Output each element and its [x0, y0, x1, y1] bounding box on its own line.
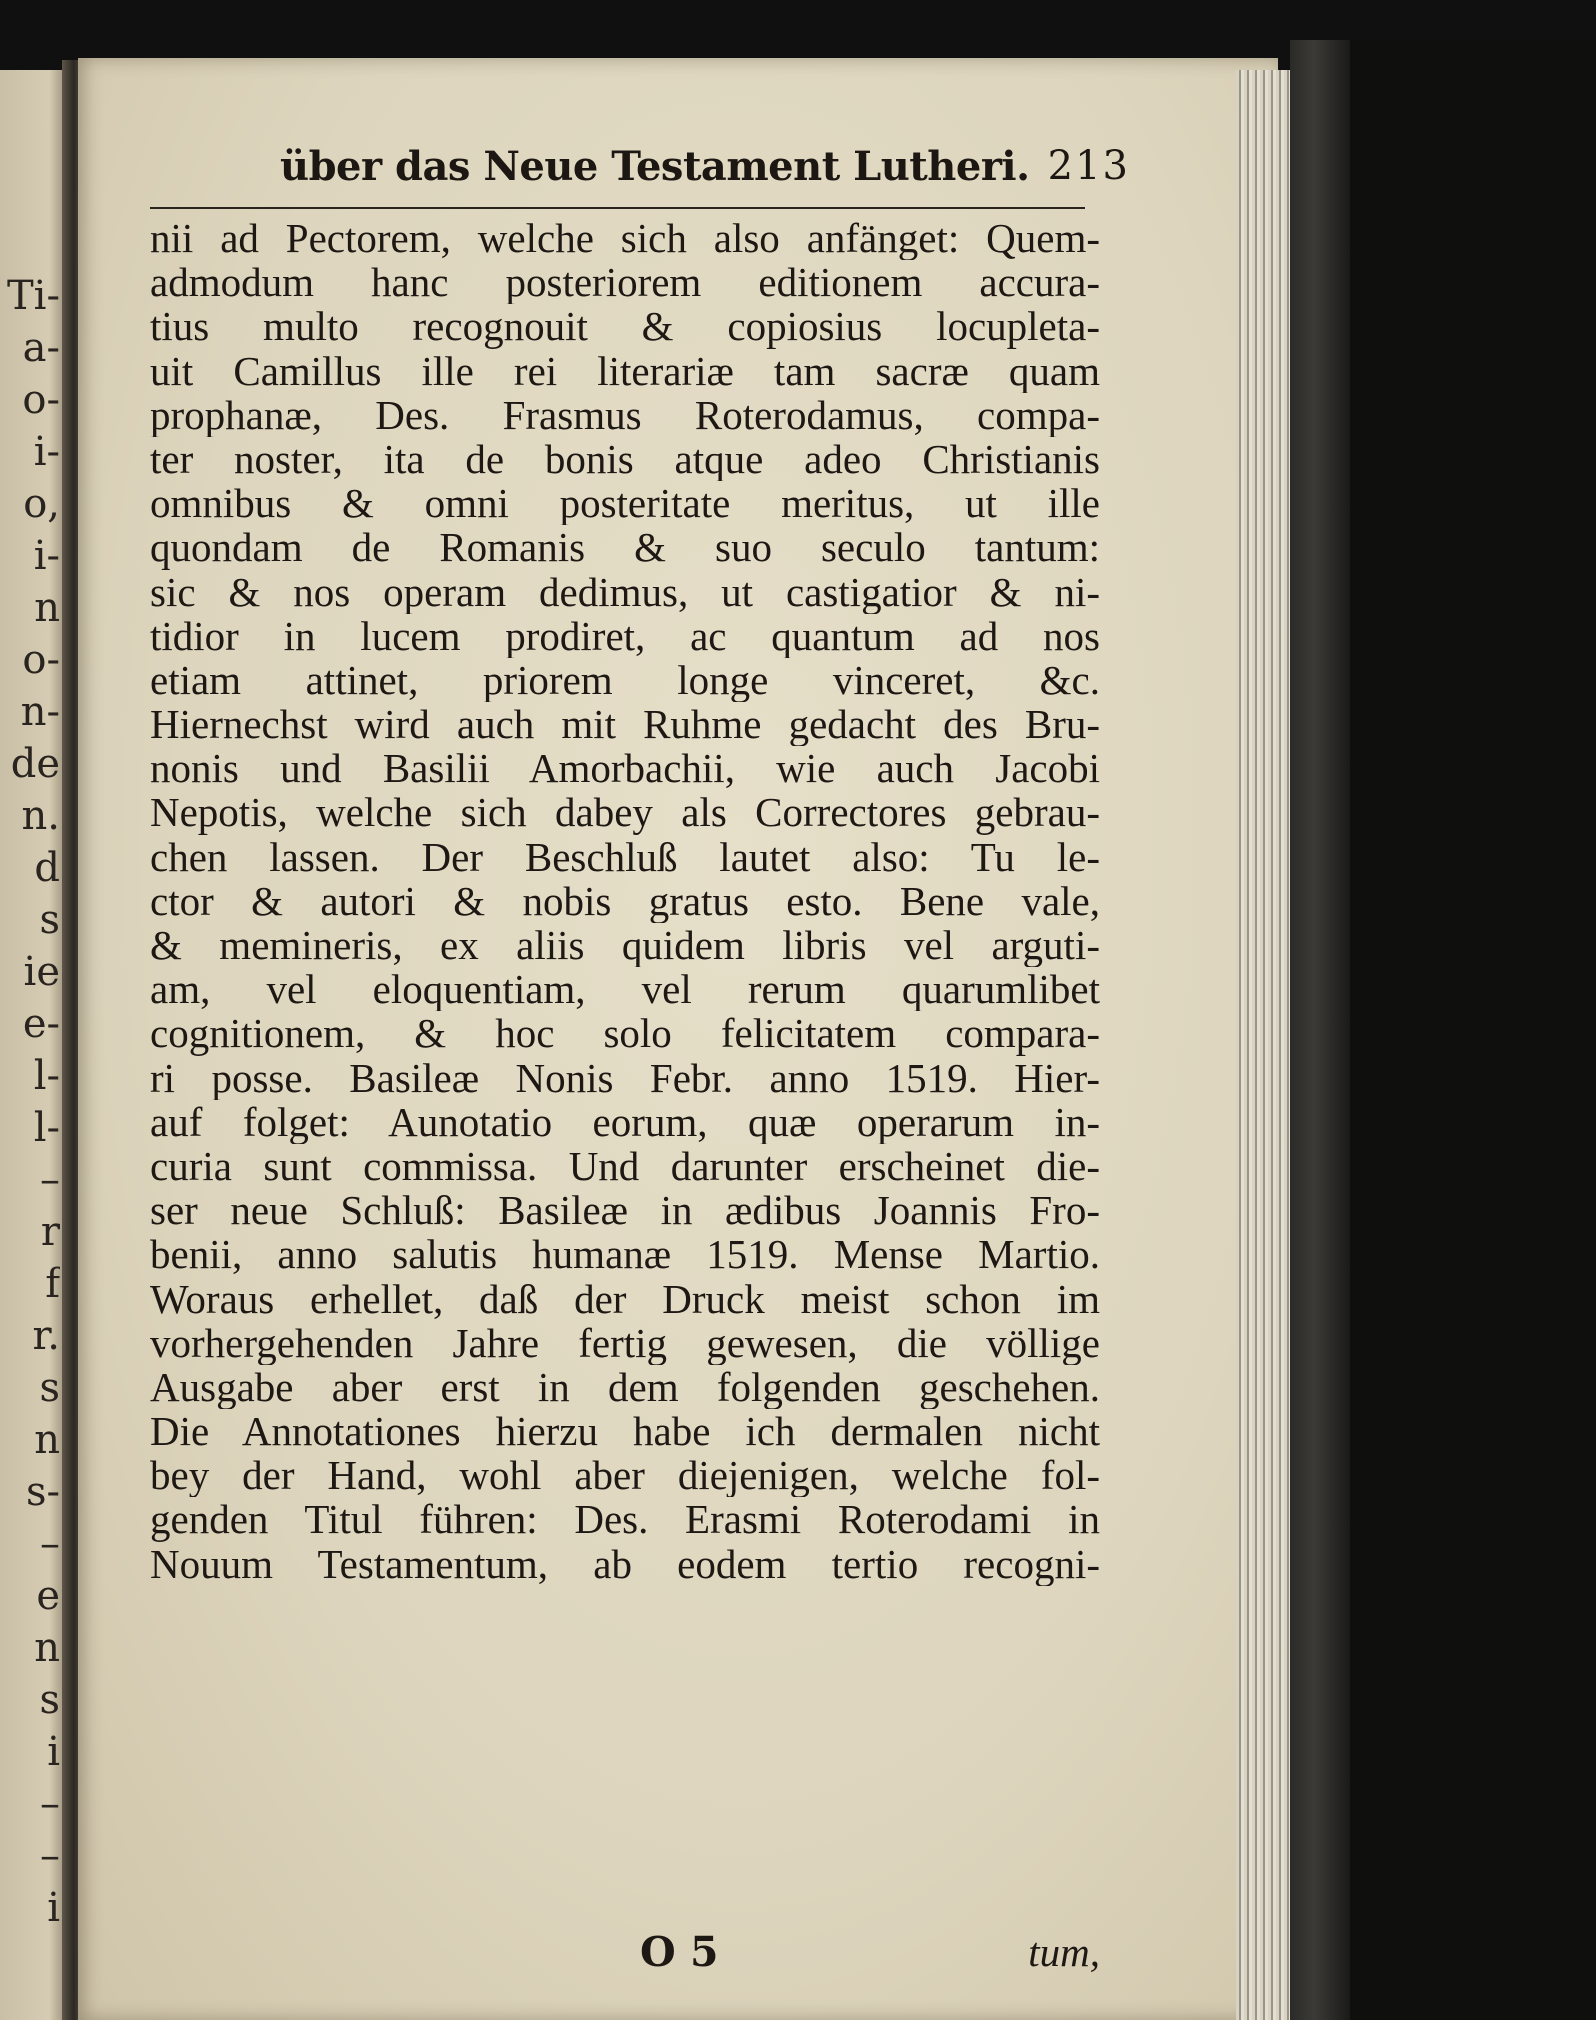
text-line: quondam de Romanis & suo seculo tantum: [150, 525, 1100, 570]
text-line: sic & nos operam dedimus, ut castigatior & ni- [150, 569, 1100, 614]
previous-page-fragment: o, [23, 481, 60, 527]
text-line: uit Camillus ille rei literariæ tam sacræ quam [150, 348, 1100, 393]
previous-page-text-fragments [0, 270, 60, 1934]
previous-page-fragment: Ti- [7, 273, 60, 319]
text-line: ctor & autori & nobis gratus esto. Bene vale, [150, 878, 1100, 923]
text-line: Woraus erhellet, daß der Druck meist schon im [150, 1276, 1100, 1321]
text-line: prophanæ, Des. Frasmus Roterodamus, compa- [150, 392, 1100, 437]
text-line: bey der Hand, wohl aber diejenigen, welche fol- [150, 1453, 1100, 1498]
text-line: tidior in lucem prodiret, ac quantum ad nos [150, 613, 1100, 658]
text-line: nonis und Basilii Amorbachii, wie auch Jacobi [150, 746, 1100, 791]
previous-page-edge [0, 70, 70, 2020]
previous-page-fragment: s [39, 897, 60, 943]
running-header [280, 143, 1130, 193]
text-line: curia sunt commissa. Und darunter erscheinet die- [150, 1143, 1100, 1189]
previous-page-fragment: s- [25, 1469, 60, 1515]
text-line: & memineris, ex aliis quidem libris vel arguti- [150, 923, 1100, 968]
previous-page-fragment: l- [33, 1105, 60, 1151]
book-cover-board [1290, 40, 1350, 2020]
page-number: 213 [1047, 143, 1130, 189]
text-line: etiam attinet, priorem longe vinceret, &c. [150, 657, 1100, 703]
previous-page-fragment: i [47, 1885, 60, 1931]
catchword: tum, [1028, 1929, 1100, 1975]
previous-page-fragment: n [34, 1417, 60, 1463]
text-line: am, vel eloquentiam, vel rerum quarumlibet [150, 967, 1100, 1012]
text-line: Ausgabe aber erst in dem folgenden geschehen. [150, 1364, 1100, 1410]
text-line: admodum hanc posteriorem editionem accura- [150, 260, 1100, 305]
text-line: ser neue Schluß: Basileæ in ædibus Joannis Fro- [150, 1188, 1100, 1233]
page-edges [1236, 70, 1296, 2020]
text-line: ter noster, ita de bonis atque adeo Christianis [150, 436, 1100, 482]
previous-page-fragment: i [47, 1729, 60, 1775]
previous-page-fragment: f [45, 1261, 60, 1307]
previous-page-fragment: – [40, 1833, 60, 1879]
running-title: über das Neue Testament Lutheri. [280, 143, 1030, 190]
text-line: chen lassen. Der Beschluß lautet also: Tu le- [150, 834, 1100, 879]
previous-page-fragment: ie [23, 949, 60, 995]
previous-page-fragment: i- [33, 429, 60, 475]
previous-page-fragment: e- [22, 1001, 60, 1047]
text-line: vorhergehenden Jahre fertig gewesen, die völlige [150, 1320, 1100, 1365]
previous-page-fragment: – [40, 1157, 60, 1203]
text-line: Hiernechst wird auch mit Ruhme gedacht des Bru- [150, 702, 1100, 747]
body-text [150, 216, 1100, 1586]
previous-page-fragment: r [40, 1209, 60, 1255]
previous-page-fragment: o- [22, 377, 60, 423]
previous-page-fragment: i- [33, 533, 60, 579]
text-line: auf folget: Aunotatio eorum, quæ operarum in- [150, 1099, 1100, 1144]
previous-page-fragment: n [34, 585, 60, 631]
text-line: ri posse. Basileæ Nonis Febr. anno 1519. Hier- [150, 1055, 1100, 1100]
previous-page-fragment: – [40, 1521, 60, 1567]
text-line: benii, anno salutis humanæ 1519. Mense Martio. [150, 1232, 1100, 1277]
header-rule [150, 207, 1085, 209]
previous-page-fragment: r. [32, 1313, 60, 1359]
text-line: tius multo recognouit & copiosius locupleta- [150, 304, 1100, 349]
previous-page-fragment: s [39, 1365, 60, 1411]
previous-page-fragment: de [10, 741, 60, 787]
previous-page-fragment: s [39, 1677, 60, 1723]
previous-page-fragment: a- [22, 325, 60, 371]
text-line: Nouum Testamentum, ab eodem tertio recogni- [150, 1541, 1100, 1586]
previous-page-fragment: – [40, 1781, 60, 1827]
text-line: genden Titul führen: Des. Erasmi Roterodami in [150, 1497, 1100, 1542]
previous-page-fragment: l- [33, 1053, 60, 1099]
text-line: omnibus & omni posteritate meritus, ut ille [150, 481, 1100, 526]
text-line: nii ad Pectorem, welche sich also anfänget: Quem- [150, 216, 1100, 261]
signature-mark: O 5 [640, 1928, 719, 1976]
previous-page-fragment: o- [22, 637, 60, 683]
previous-page-fragment: n- [20, 689, 60, 735]
page-footer [150, 1928, 1100, 1978]
previous-page-fragment: n. [21, 793, 60, 839]
previous-page-fragment: d [34, 845, 60, 891]
previous-page-fragment: e [36, 1573, 60, 1619]
text-line: cognitionem, & hoc solo felicitatem compara- [150, 1011, 1100, 1056]
previous-page-fragment: n [34, 1625, 60, 1671]
text-line: Die Annotationes hierzu habe ich dermalen nicht [150, 1409, 1100, 1454]
text-line: Nepotis, welche sich dabey als Correctores gebrau- [150, 790, 1100, 835]
